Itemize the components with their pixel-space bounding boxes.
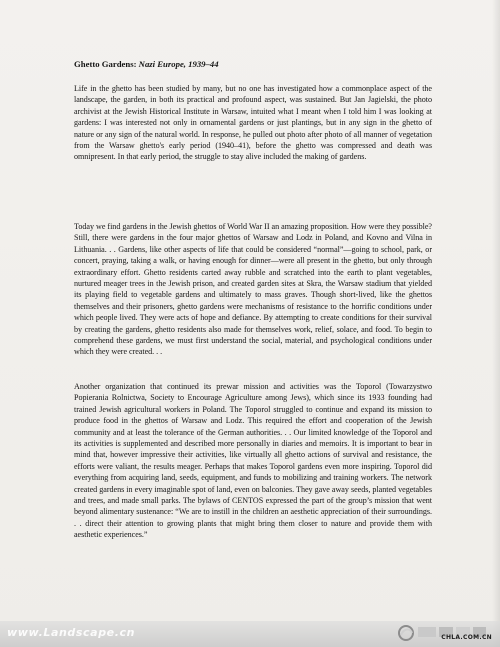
footer-url: www.Landscape.cn [7,626,136,639]
paragraph-2: Today we find gardens in the Jewish ghettos of World War II an amazing proposition. How were they possible? Still, there were gardens in the four major ghettos of Warsaw and Lodz in Poland, and Kovno and Vilna in Lithuania. . . Gardens, like other aspects of life that could be considered “normal”—going to school, park, or concert, praying, taking a walk, or having enough for dinner—were all present in the ghetto, but only through extraordinary effort. Ghetto residents carted away rubble and scratched into the earth to plant vegetables, nurtured meager trees in the Jewish prison, and created garden sites at Skra, the Warsaw stadium that yielded its playing field to vegetable gardens and ultimately to mass graves. Though short-lived, like the ghettos themselves and their prisoners, ghetto gardens were mechanisms of resistance to the horrific conditions under which people lived. They were acts of hope and defiance. By attempting to create conditions for their survival by creating the gardens, ghetto residents also made for themselves work, relief, solace, and food. To begin to comprehend these gardens, we must first understand the social, material, and psychological conditions under which they were created. . . [74,222,432,357]
scan-shadow [492,0,500,647]
watermark-text: CHLA.COM.CN [441,634,492,641]
document-title-subtitle: Nazi Europe, 1939–44 [138,59,219,69]
paragraph-1: Life in the ghetto has been studied by many, but no one has investigated how a commonplace aspect of the landscape, the garden, in both its practical and profound aspect, was sustained. But Jan Jagielski, the photo archivist at the Jewish Historical Institute in Warsaw, intuited what I meant when I told him I was looking at gardens: I was interested not only in ornamental gardens or just plantings, but in any sign in the ghetto of nature or any sign of the natural world. In response, he pulled out photo after photo of all manner of vegetation from the Warsaw ghetto's early period (1940–41), before the ghetto was compressed and death was omnipresent. In that early period, the struggle to stay alive included the making of gardens. [74,84,432,162]
document-title-main: Ghetto Gardens: [74,59,137,69]
document-title [74,59,434,69]
paragraph-3: Another organization that continued its prewar mission and activities was the Toporol (Towarzystwo Popierania Rolnictwa, Society to Encourage Agriculture among Jews), which since its 1933 founding had trained Jewish agricultural workers in Poland. The Toporol struggled to continue and expand its mission to produce food in the ghettos of Warsaw and Lodz. This required the effort and cooperation of the Jewish community and at least the tolerance of the German authorities. . . Our limited knowledge of the Toporol and its activities is supplemented and described more personally in diaries and memoirs. It is important to bear in mind that, however impressive their activities, like virtually all ghetto actions of survival and resistance, the efforts were valiant, the results meager. Perhaps that makes Toporol gardens even more inspiring. Toporol did everything from acquiring land, seeds, equipment, and funds to mobilizing and training workers. The network created gardens in every imaginable spot of land, even on balconies. They gave away seeds, planted vegetables and trees, and made small parks. The bylaws of CENTOS expressed the part of the group’s mission that went beyond alimentary sustenance: “We are to instill in the children an aesthetic appreciation of their surroundings. . . direct their attention to growing plants that might bring them closer to nature and provide them with aesthetic experiences.” [74,382,432,540]
